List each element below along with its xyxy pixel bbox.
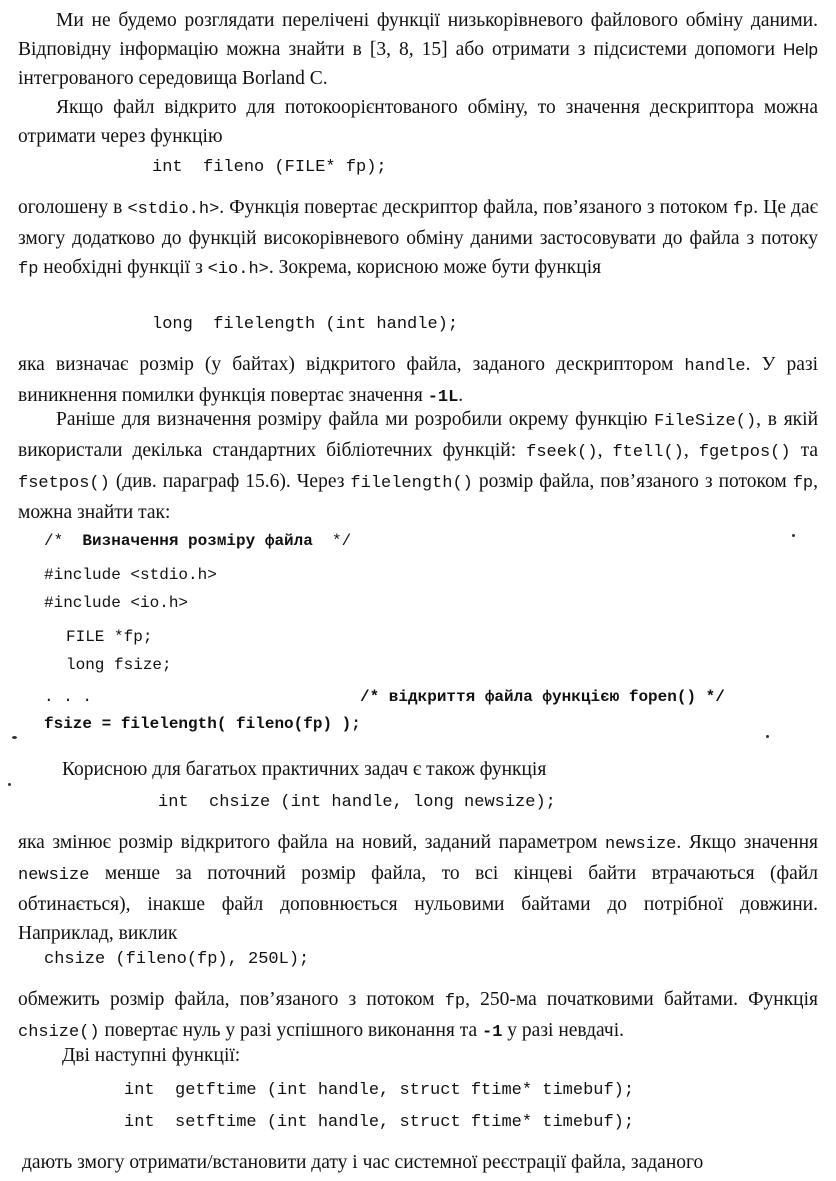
listing-decl-fp: FILE *fp; — [66, 628, 153, 646]
paragraph-two-functions: Дві наступні функції: — [62, 1045, 241, 1066]
code-chsize-call: chsize (fileno(fp), 250L); — [44, 950, 310, 969]
code-fileno: int fileno (FILE* fp); — [152, 158, 387, 177]
help-term: Help — [783, 40, 818, 59]
listing-include-stdio: #include <stdio.h> — [44, 566, 217, 584]
listing-assign: fsize = filelength( fileno(fp) ); — [44, 715, 361, 733]
listing-comment-title: /* Визначення розміру файла */ — [44, 532, 352, 550]
scan-speck — [12, 736, 17, 739]
listing-open-comment: /* відкриття файла функцією fopen() */ — [360, 688, 725, 706]
paragraph-filesize: Раніше для визначення розміру файла ми розробили окрему функцію FileSize(), в якій використали декілька стандартних бібліотечних функцій: fseek(), ftell(), fgetpos() та fsetpos() (див. параграф 15.6). Через filelength() розмір файла, пов’язаного з потоком fp, можна знайти так: — [18, 409, 819, 523]
scan-speck — [8, 783, 11, 786]
listing-decl-fsize: long fsize; — [66, 656, 172, 674]
paragraph-low-level-functions: Ми не будемо розглядати перелічені функції низькорівневого файлового обміну даними. Відповідну інформацію можна знайти в [3, 8, 15] або отримати з підсистеми допомоги Help інтегрованого середовища Borland C. — [18, 10, 818, 89]
paragraph-stream-descriptor: Якщо файл відкрито для потокоорієнтованого обміну, то значення дескриптора можна отримати через функцію — [18, 97, 818, 147]
paragraph-ftime-description: дають змогу отримати/встановити дату і час системної реєстрації файла, заданого — [22, 1152, 704, 1173]
paragraph-chsize-result: обмежить розмір файла, пов’язаного з потоком fp, 250-ма початковими байтами. Функція chsize() повертає нуль у разі успішного виконання та -1 у разі невдачі. — [18, 989, 818, 1042]
scan-speck — [792, 534, 795, 537]
code-getftime: int getftime (int handle, struct ftime* timebuf); — [124, 1081, 635, 1100]
paragraph-filelength-description: яка визначає розмір (у байтах) відкритого файла, заданого дескриптором handle. У разі виникнення помилки функція повертає значення -1L. — [18, 354, 818, 407]
paragraph-chsize-intro: Корисною для багатьох практичних задач є також функція — [62, 759, 547, 780]
paragraph-chsize-description: яка змінює розмір відкритого файла на новий, заданий параметром newsize. Якщо значення newsize менше за поточний розмір файла, то всі кінцеві байти втрачаються (файл обтинається), інакше файл доповнюється нульовими байтами до потрібної довжини. Наприклад, виклик — [18, 832, 819, 944]
paragraph-fileno-description: оголошену в <stdio.h>. Функція повертає дескриптор файла, пов’язаного з потоком fp. Це дає змогу додатково до функцій високорівневого обміну даними застосовувати до файла з потоку fp необхідні функції з <io.h>. Зокрема, корисною може бути функція — [18, 197, 818, 279]
code-chsize: int chsize (int handle, long newsize); — [158, 793, 556, 812]
code-setftime: int setftime (int handle, struct ftime* timebuf); — [124, 1113, 635, 1132]
scan-speck — [766, 735, 769, 738]
code-filelength: long filelength (int handle); — [152, 315, 459, 334]
listing-include-io: #include <io.h> — [44, 594, 189, 612]
listing-dots: . . . — [44, 688, 93, 706]
